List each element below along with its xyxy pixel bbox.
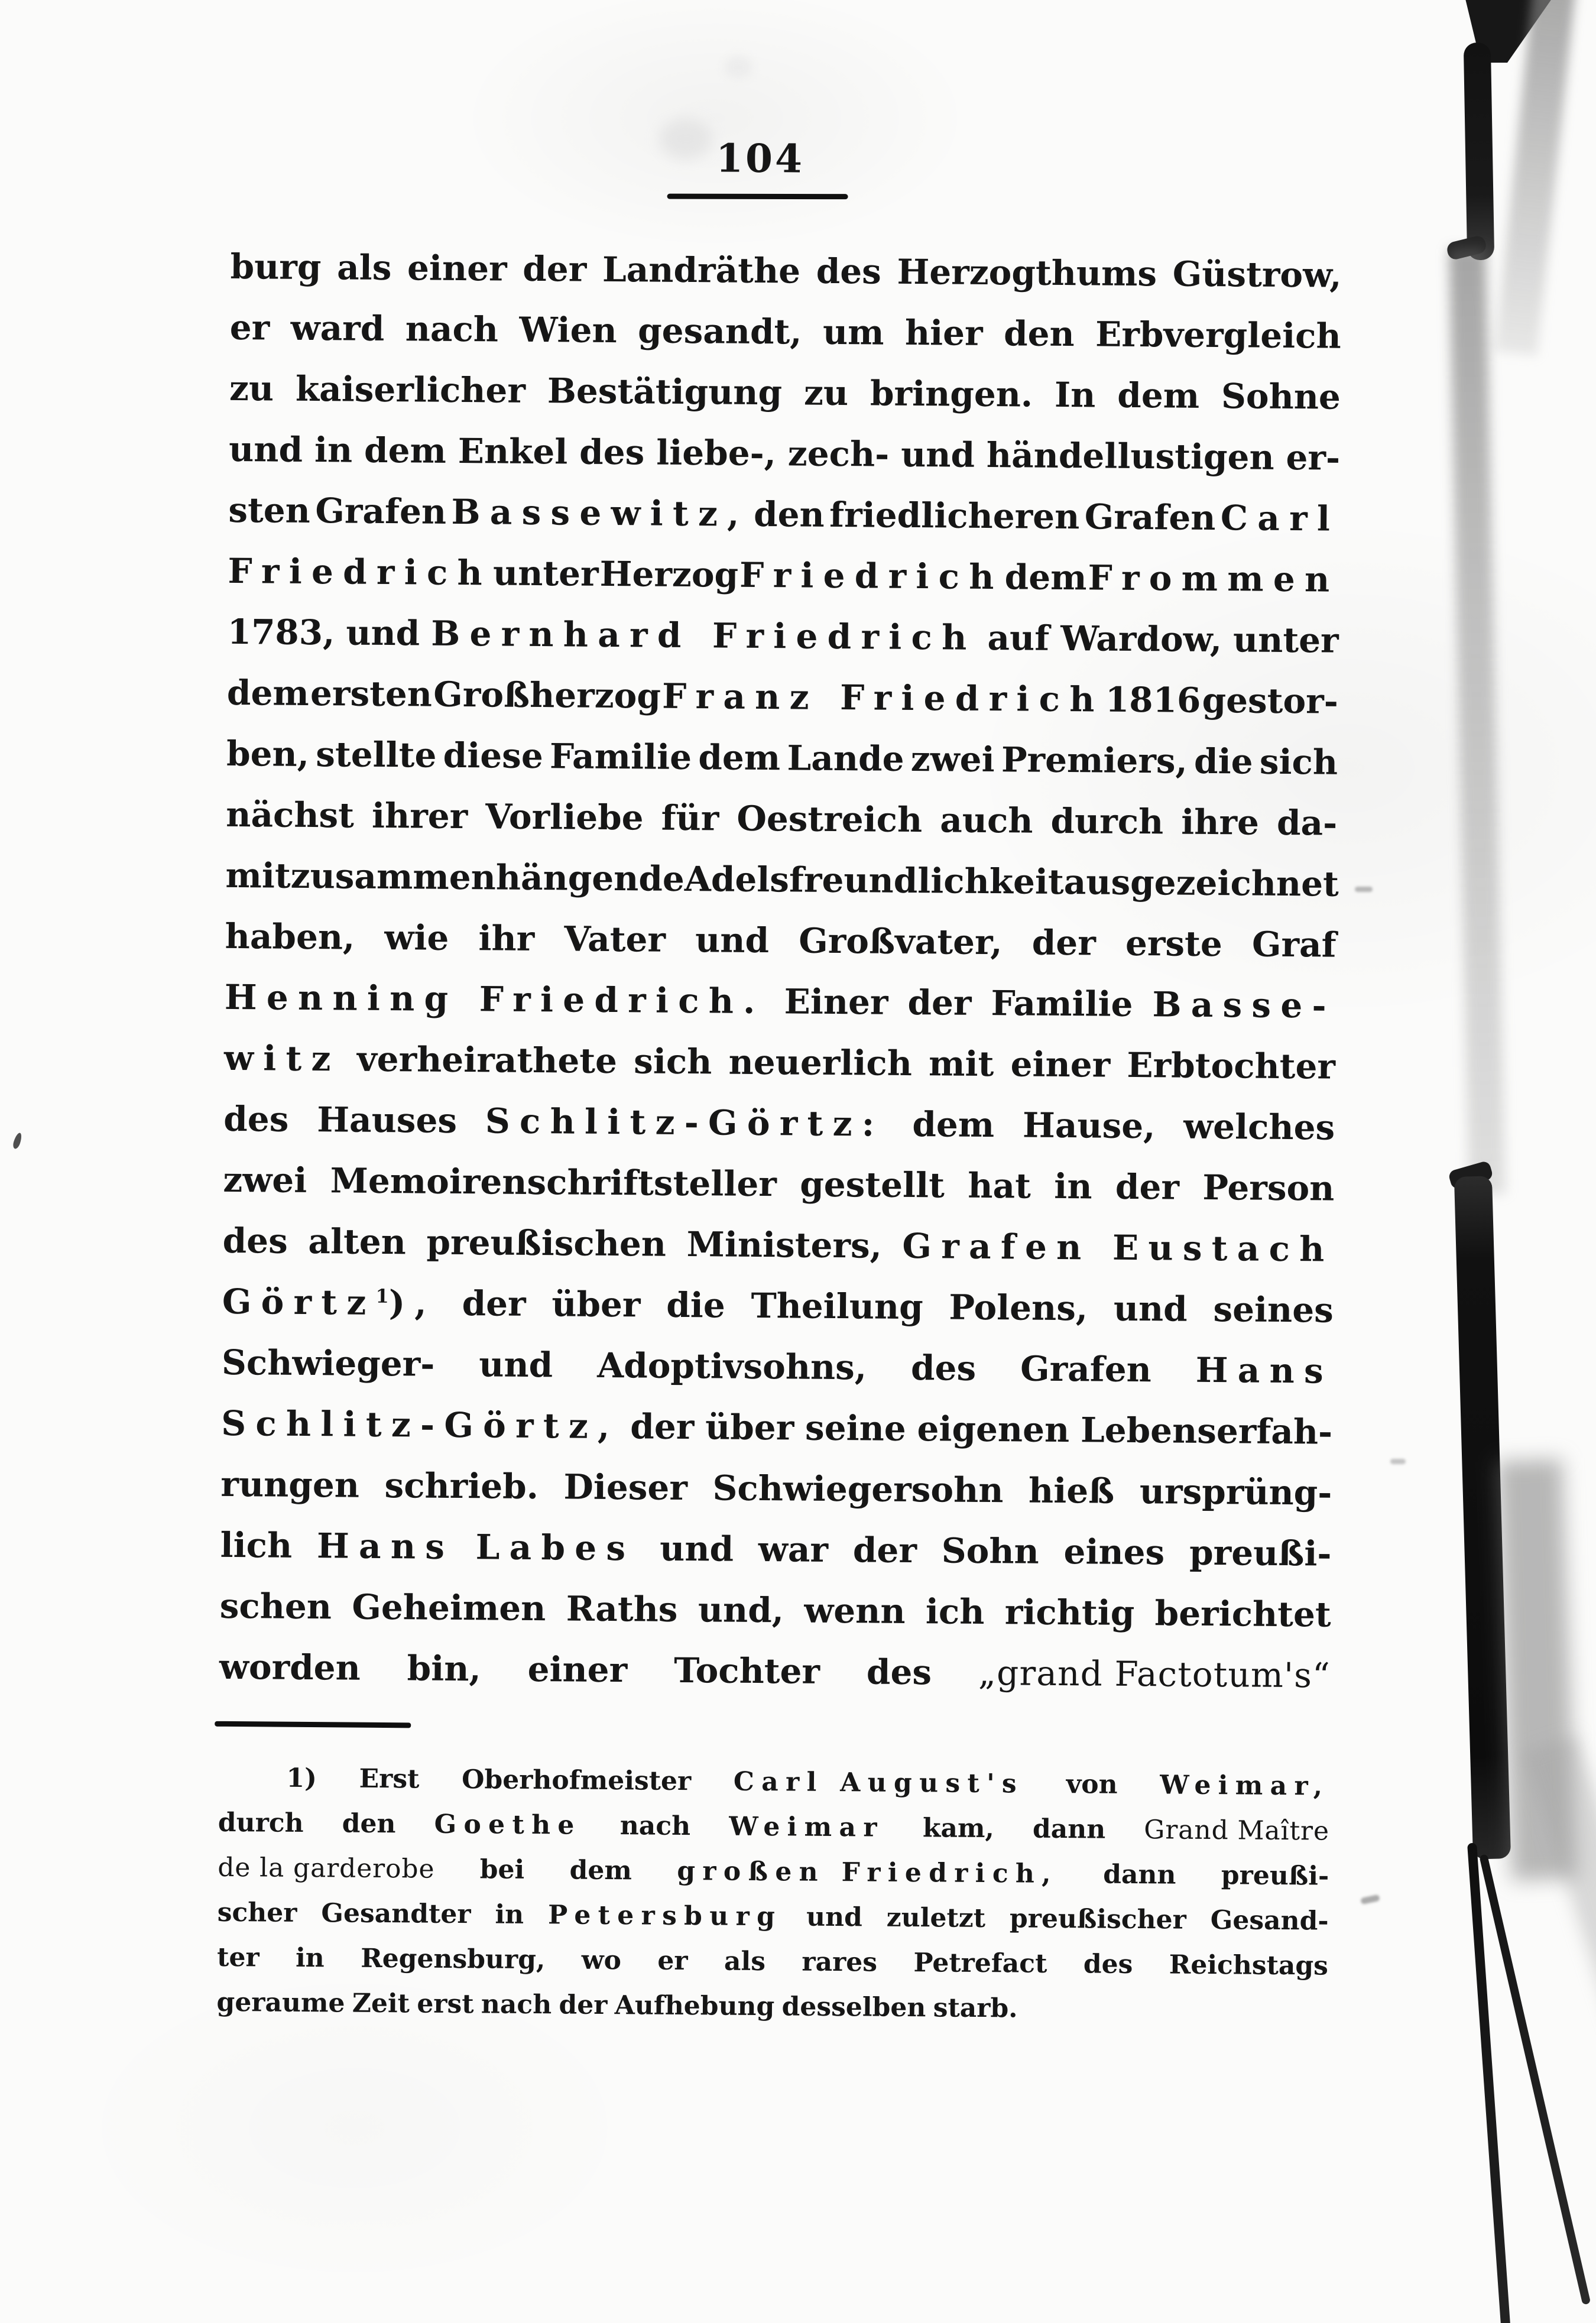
word: er- xyxy=(1286,437,1341,478)
word: über xyxy=(705,1407,794,1448)
text-line xyxy=(227,602,1339,671)
word: bei xyxy=(479,1854,525,1885)
word: Adelsfreundlichkeit xyxy=(684,858,1065,903)
word: in xyxy=(1054,1166,1092,1207)
word: wo xyxy=(581,1945,622,1976)
word: wie xyxy=(384,917,449,958)
word: Grafen xyxy=(315,491,447,532)
text-line xyxy=(226,784,1338,854)
word: durch xyxy=(218,1807,304,1838)
word: welches xyxy=(1183,1106,1335,1148)
word: Person xyxy=(1202,1167,1335,1209)
word: bringen. xyxy=(870,373,1033,415)
word: verheirathete xyxy=(356,1039,618,1082)
text-line xyxy=(223,1089,1335,1159)
word: hier xyxy=(904,312,983,353)
word: Henning Friedrich. xyxy=(224,976,765,1022)
word: Grand Maître xyxy=(1144,1815,1330,1847)
text-line xyxy=(229,297,1341,367)
word: dem xyxy=(912,1104,995,1146)
word: Lebenserfah- xyxy=(1080,1410,1333,1452)
word: dem xyxy=(698,737,781,778)
page-number-rule xyxy=(667,194,848,200)
word: diese xyxy=(443,735,544,777)
word: als xyxy=(724,1946,766,1977)
text-line xyxy=(217,1935,1329,1989)
word: in xyxy=(314,430,353,471)
word: sich xyxy=(633,1041,712,1082)
word: „grand Factotum's“ xyxy=(978,1652,1331,1696)
word: ben, xyxy=(226,733,310,774)
word: eigenen xyxy=(917,1409,1070,1451)
word: Carl xyxy=(1220,498,1340,539)
word: und xyxy=(346,612,420,654)
word: zwei xyxy=(223,1159,307,1201)
word: erst xyxy=(417,1988,474,2020)
word: auf xyxy=(987,618,1050,658)
word: die xyxy=(666,1284,726,1326)
text-line xyxy=(229,419,1341,489)
word: den xyxy=(753,494,825,535)
word: Hans Labes xyxy=(316,1526,635,1569)
word: witz xyxy=(223,1037,341,1079)
footnote-block xyxy=(216,1756,1330,2034)
word: erste xyxy=(1125,923,1223,965)
word: Oestreich xyxy=(737,798,923,841)
word: von xyxy=(1066,1769,1118,1800)
text-line xyxy=(220,1515,1332,1585)
word: schrieb. xyxy=(384,1465,539,1507)
word: ersten xyxy=(310,673,433,715)
word: alten xyxy=(308,1221,407,1263)
word: hat xyxy=(968,1165,1031,1206)
word: mit xyxy=(225,855,291,896)
word: ihre xyxy=(1181,802,1260,843)
word: zuletzt xyxy=(886,1902,986,1934)
word: haben, xyxy=(225,916,355,958)
word: den xyxy=(1003,313,1075,355)
word: gesandt, xyxy=(637,310,802,352)
word: da- xyxy=(1276,802,1338,843)
word: des xyxy=(1083,1949,1133,1980)
word: sich xyxy=(1259,741,1338,783)
word: der xyxy=(630,1406,695,1448)
word: Lande xyxy=(787,738,904,779)
word: Herzogthums xyxy=(897,251,1157,294)
word: dann xyxy=(1032,1813,1106,1845)
word: friedlicheren xyxy=(829,494,1080,537)
word: die xyxy=(1193,741,1253,782)
word: der xyxy=(907,982,972,1023)
word: Familie xyxy=(549,736,692,778)
word: Grafen xyxy=(1084,497,1216,538)
word: der xyxy=(1031,922,1097,963)
word: Friedrich xyxy=(228,550,492,593)
text-line xyxy=(222,1211,1334,1280)
word: Schwiegersohn xyxy=(712,1468,1004,1511)
word: als xyxy=(336,247,392,288)
word: des xyxy=(579,431,645,473)
text-line xyxy=(220,1454,1332,1524)
word: kaiserlicher xyxy=(295,368,526,411)
text-line xyxy=(228,480,1340,550)
word: Grafen xyxy=(1020,1348,1152,1390)
word: Wardow, xyxy=(1060,618,1222,660)
word: Basse- xyxy=(1152,984,1337,1026)
word: wenn xyxy=(804,1590,906,1631)
word: Tochter xyxy=(673,1650,820,1692)
word: stellte xyxy=(316,734,437,776)
word: Güstrow, xyxy=(1172,254,1342,296)
word: desselben xyxy=(781,1991,926,2023)
text-line xyxy=(227,663,1339,732)
text-line xyxy=(218,1845,1329,1899)
word: zwei xyxy=(910,738,995,780)
word: preußischer xyxy=(1009,1903,1187,1935)
word: Frommen xyxy=(1088,557,1339,600)
word: seines xyxy=(1213,1289,1334,1331)
word: ausgezeichnet xyxy=(1063,862,1339,904)
word: der xyxy=(462,1283,526,1324)
word: nach xyxy=(405,309,499,350)
word: Sohn xyxy=(941,1530,1039,1572)
word: dem xyxy=(364,430,447,471)
word: ward xyxy=(290,307,385,349)
word: großen Friedrich, xyxy=(677,1855,1059,1890)
word: Carl August's xyxy=(733,1766,1024,1799)
word: händellustigen xyxy=(986,434,1274,478)
text-line xyxy=(217,1890,1329,1944)
word: Ministers, xyxy=(686,1224,883,1266)
word: Petersburg xyxy=(547,1900,783,1932)
word: des xyxy=(816,251,882,292)
word: Gesandter xyxy=(321,1898,471,1930)
word: Franz Friedrich xyxy=(661,676,1104,720)
word: seine xyxy=(805,1407,907,1449)
word: lich xyxy=(220,1524,293,1566)
word: Schwieger- xyxy=(221,1342,435,1384)
word: zusammenhängende xyxy=(290,855,685,899)
word: und xyxy=(695,920,770,961)
text-line xyxy=(228,541,1339,611)
word: Dieser xyxy=(563,1467,688,1508)
word: Aufhebung xyxy=(614,1990,775,2022)
word: bin, xyxy=(407,1648,481,1689)
word: Enkel xyxy=(458,430,568,472)
word: ihrer xyxy=(371,795,468,837)
word: Schlitz-Görtz: xyxy=(485,1101,884,1144)
word: Familie xyxy=(991,983,1133,1024)
word: dem xyxy=(226,672,310,713)
text-line xyxy=(224,967,1336,1037)
text-line xyxy=(229,358,1341,428)
main-text-block xyxy=(219,236,1342,1706)
word: 1816 xyxy=(1105,679,1201,721)
word: gestellt xyxy=(799,1164,945,1206)
word: war xyxy=(758,1529,829,1570)
word: Erbvergleich xyxy=(1095,314,1341,356)
text-line xyxy=(225,845,1337,915)
word: Hause, xyxy=(1022,1105,1156,1147)
word: und xyxy=(228,429,303,470)
word: Herzog xyxy=(599,553,739,595)
word: Hans xyxy=(1195,1349,1334,1391)
word: über xyxy=(552,1284,641,1325)
word: Vater xyxy=(564,919,666,960)
word: der xyxy=(1115,1166,1180,1208)
word: ich xyxy=(925,1591,985,1633)
text-line xyxy=(221,1393,1333,1463)
word: Weimar xyxy=(728,1811,885,1843)
word: Memoirenschriftsteller xyxy=(330,1160,777,1205)
word: starb. xyxy=(933,1993,1018,2024)
word: und xyxy=(1113,1288,1188,1329)
word: er xyxy=(229,307,270,348)
word: des xyxy=(910,1348,977,1388)
word: Vorliebe xyxy=(485,796,644,838)
word: preußi- xyxy=(1221,1860,1329,1892)
word: kam, xyxy=(922,1813,995,1844)
text-line xyxy=(218,1800,1330,1854)
word: Großherzog xyxy=(433,674,661,716)
word: um xyxy=(822,312,884,353)
text-line xyxy=(219,1637,1331,1706)
word: sten xyxy=(228,489,311,531)
word: und xyxy=(900,434,975,475)
word: zech- xyxy=(787,433,890,475)
word: 1) xyxy=(286,1763,317,1794)
word: nach xyxy=(481,1989,552,2020)
word: richtig xyxy=(1004,1592,1135,1634)
word: Schlitz-Görtz, xyxy=(220,1403,619,1447)
word: Polens, xyxy=(949,1287,1088,1329)
word: dann xyxy=(1103,1859,1176,1890)
word: rungen xyxy=(220,1464,360,1506)
word: zu xyxy=(803,372,849,414)
word: Goethe xyxy=(434,1809,582,1841)
word: der xyxy=(852,1530,917,1571)
word: Bestätigung xyxy=(547,371,783,413)
word: neuerlich xyxy=(728,1042,913,1084)
word: Landräthe xyxy=(602,249,801,291)
word: und, xyxy=(698,1589,784,1631)
page-number: 104 xyxy=(715,135,805,182)
word: Oberhofmeister xyxy=(461,1764,692,1797)
word: Adoptivsohns, xyxy=(596,1345,867,1388)
word: des xyxy=(866,1652,932,1693)
footnote-rule xyxy=(215,1721,411,1728)
word: geraume xyxy=(216,1987,345,2019)
word: dem xyxy=(1117,375,1200,416)
word: hieß xyxy=(1028,1470,1115,1511)
word: Erst xyxy=(359,1763,420,1795)
word: Weimar, xyxy=(1160,1770,1330,1802)
word: einer xyxy=(407,248,507,289)
word: des xyxy=(223,1098,289,1140)
word: einer xyxy=(527,1649,628,1691)
word: worden xyxy=(219,1646,361,1688)
word: Friedrich xyxy=(739,554,1004,598)
word: Bernhard Friedrich xyxy=(430,613,977,658)
word: in xyxy=(495,1899,524,1930)
word: nächst xyxy=(226,794,355,836)
text-line xyxy=(223,1150,1335,1219)
word: Theilung xyxy=(751,1285,923,1328)
word: in xyxy=(295,1942,325,1974)
word: Wien xyxy=(519,309,617,351)
word: der xyxy=(559,1990,608,2021)
word: Geheimen xyxy=(352,1586,546,1629)
text-line xyxy=(230,236,1342,306)
word: ursprüng- xyxy=(1139,1471,1332,1513)
word: des xyxy=(222,1220,288,1261)
word: liebe-, xyxy=(656,432,777,474)
word: Großvater, xyxy=(798,920,1003,963)
word: preußischen xyxy=(426,1222,667,1264)
text-line xyxy=(218,1756,1330,1809)
word: unter xyxy=(1232,619,1339,661)
word: für xyxy=(661,797,719,839)
word: Sohne xyxy=(1221,376,1341,417)
word: Erbtochter xyxy=(1127,1044,1336,1087)
word: schen xyxy=(219,1585,332,1627)
word: ihr xyxy=(478,918,535,959)
word: Regensburg, xyxy=(360,1943,546,1975)
word: und xyxy=(806,1902,863,1933)
word: burg xyxy=(230,246,322,288)
text-line xyxy=(222,1271,1334,1341)
word: Zeit xyxy=(352,1988,410,2019)
word: den xyxy=(342,1808,396,1839)
word: der xyxy=(523,248,587,290)
word: und xyxy=(479,1344,553,1386)
word: Raths xyxy=(566,1588,678,1630)
word: berichtet xyxy=(1154,1593,1331,1635)
word: er xyxy=(657,1945,688,1977)
text-line xyxy=(219,1576,1331,1646)
word: Reichstags xyxy=(1169,1949,1329,1981)
word: de la garderobe xyxy=(218,1852,435,1884)
word: auch xyxy=(939,800,1033,841)
word: mit xyxy=(928,1043,994,1085)
word: und xyxy=(659,1528,734,1569)
word: eines xyxy=(1063,1532,1165,1573)
word: gestor- xyxy=(1202,680,1339,722)
text-line xyxy=(226,723,1338,793)
word: Petrefact xyxy=(913,1948,1047,1979)
word: 1783, xyxy=(227,611,335,653)
word: zu xyxy=(229,368,274,409)
text-line xyxy=(224,1028,1336,1098)
word: Grafen Eustach xyxy=(902,1225,1334,1270)
word: nach xyxy=(619,1811,691,1842)
word: Einer xyxy=(784,981,888,1023)
word: rares xyxy=(802,1946,878,1978)
word: dem xyxy=(1004,557,1087,598)
word: In xyxy=(1054,374,1096,416)
word: Hauses xyxy=(317,1099,458,1141)
word: Graf xyxy=(1251,924,1337,965)
text-line xyxy=(225,906,1337,976)
word: scher xyxy=(217,1897,297,1928)
word: Gesand- xyxy=(1210,1905,1329,1936)
word: dem xyxy=(569,1855,632,1886)
word: einer xyxy=(1010,1044,1111,1085)
word: Premiers, xyxy=(1001,739,1188,781)
word: durch xyxy=(1050,800,1164,842)
text-line xyxy=(216,1980,1328,2034)
word: preußi- xyxy=(1189,1532,1332,1574)
word: Bassewitz, xyxy=(451,491,749,534)
word: ter xyxy=(216,1942,259,1973)
word: Görtz$^1$), xyxy=(222,1281,437,1323)
text-line xyxy=(222,1332,1334,1402)
word: unter xyxy=(492,553,599,594)
